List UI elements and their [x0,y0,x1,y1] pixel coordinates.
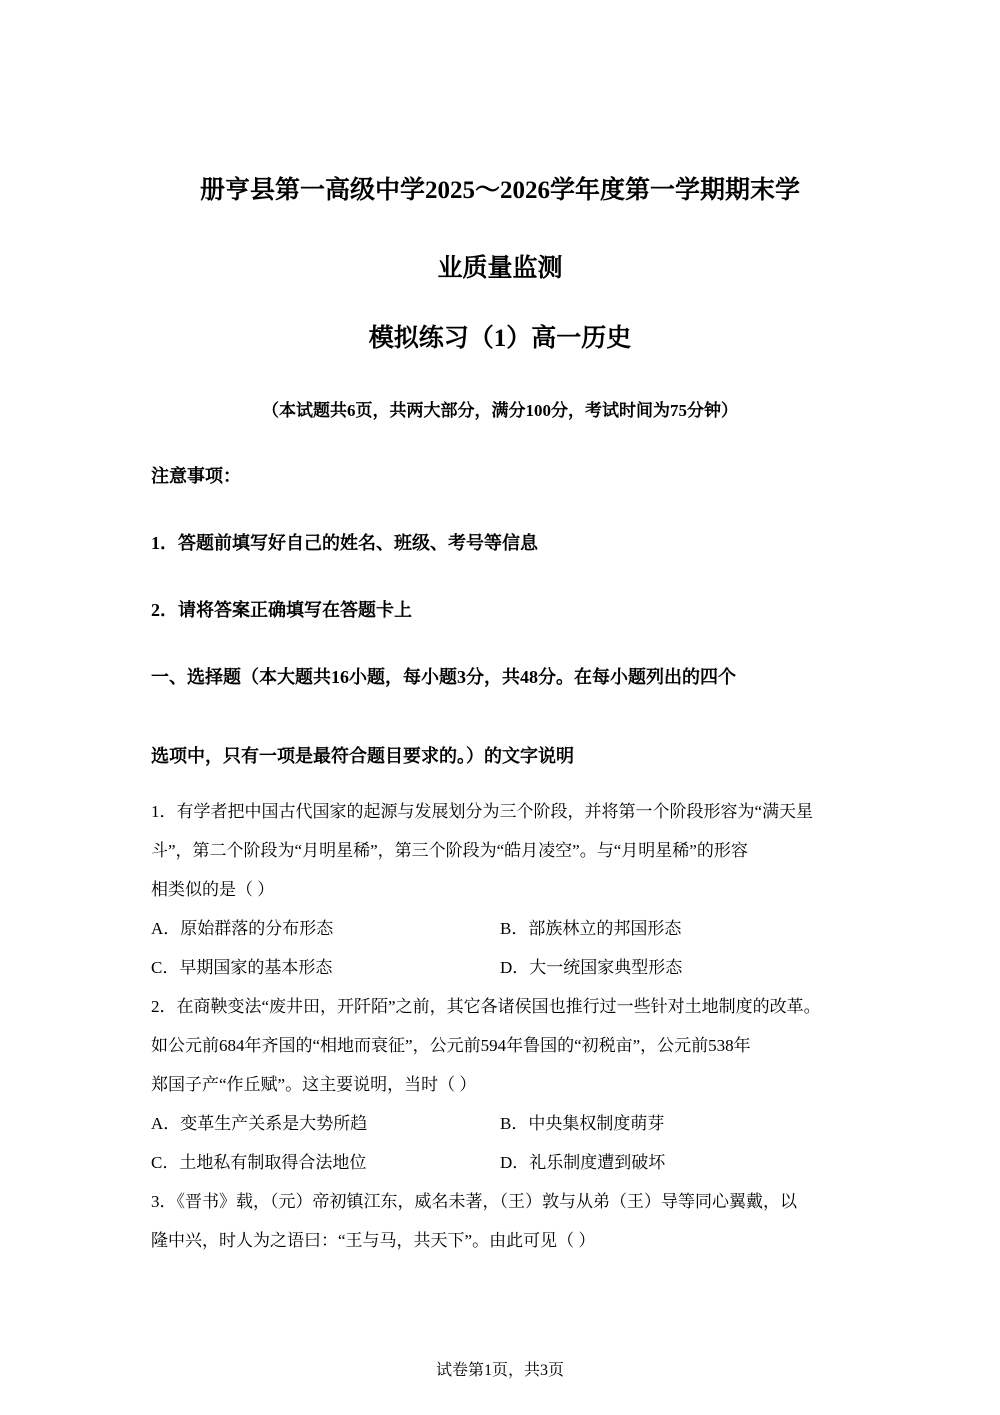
notice-item: 2．请将答案正确填写在答题卡上 [151,600,412,620]
notice-heading: 注意事项： [151,466,241,486]
question-1-option-a[interactable]: A．原始群落的分布形态 [151,919,334,938]
question-2-text: 如公元前684年齐国的“相地而衰征”，公元前594年鲁国的“初税亩”，公元前538年 [151,1036,751,1055]
question-3-text: 隆中兴，时人为之语曰：“王与马，共天下”。由此可见（ ） [151,1231,596,1250]
question-1-text: 斗”，第二个阶段为“月明星稀”，第三个阶段为“皓月凌空”。与“月明星稀”的形容 [151,841,748,860]
question-2-option-d[interactable]: D．礼乐制度遭到破坏 [500,1153,666,1172]
question-2-text: 郑国子产“作丘赋”。这主要说明，当时（ ） [151,1075,477,1094]
question-3-text: 3．《晋书》载，（元）帝初镇江东，威名未著，（王）敦与从弟（王）导等同心翼戴，以 [151,1192,797,1211]
title-line-2: 业质量监测 [437,255,563,282]
question-1-option-d[interactable]: D．大一统国家典型形态 [500,958,683,977]
question-1-option-b[interactable]: B．部族林立的邦国形态 [500,919,682,938]
question-1-option-c[interactable]: C．早期国家的基本形态 [151,958,333,977]
question-1-text: 相类似的是（ ） [151,880,275,899]
title-line-1: 册亨县第一高级中学2025～2026学年度第一学期期末学 [199,177,800,204]
question-1-text: 1．有学者把中国古代国家的起源与发展划分为三个阶段，并将第一个阶段形容为“满天星 [151,802,814,821]
exam-info: （本试题共6页，共两大部分，满分100分，考试时间为75分钟） [262,401,738,420]
title-line-3: 模拟练习（1）高一历史 [368,325,632,352]
section-heading-line-2: 选项中，只有一项是最符合题目要求的。）的文字说明 [151,746,574,766]
section-heading-line-1: 一、选择题（本大题共16小题，每小题3分，共48分。在每小题列出的四个 [151,667,736,687]
page-footer: 试卷第1页，共3页 [435,1362,564,1379]
question-2-option-c[interactable]: C．土地私有制取得合法地位 [151,1153,367,1172]
question-2-option-a[interactable]: A．变革生产关系是大势所趋 [151,1114,368,1133]
question-2-text: 2．在商鞅变法“废井田，开阡陌”之前，其它各诸侯国也推行过一些针对土地制度的改革。 [151,997,821,1016]
question-2-option-b[interactable]: B．中央集权制度萌芽 [500,1114,665,1133]
notice-item: 1．答题前填写好自己的姓名、班级、考号等信息 [151,533,538,553]
